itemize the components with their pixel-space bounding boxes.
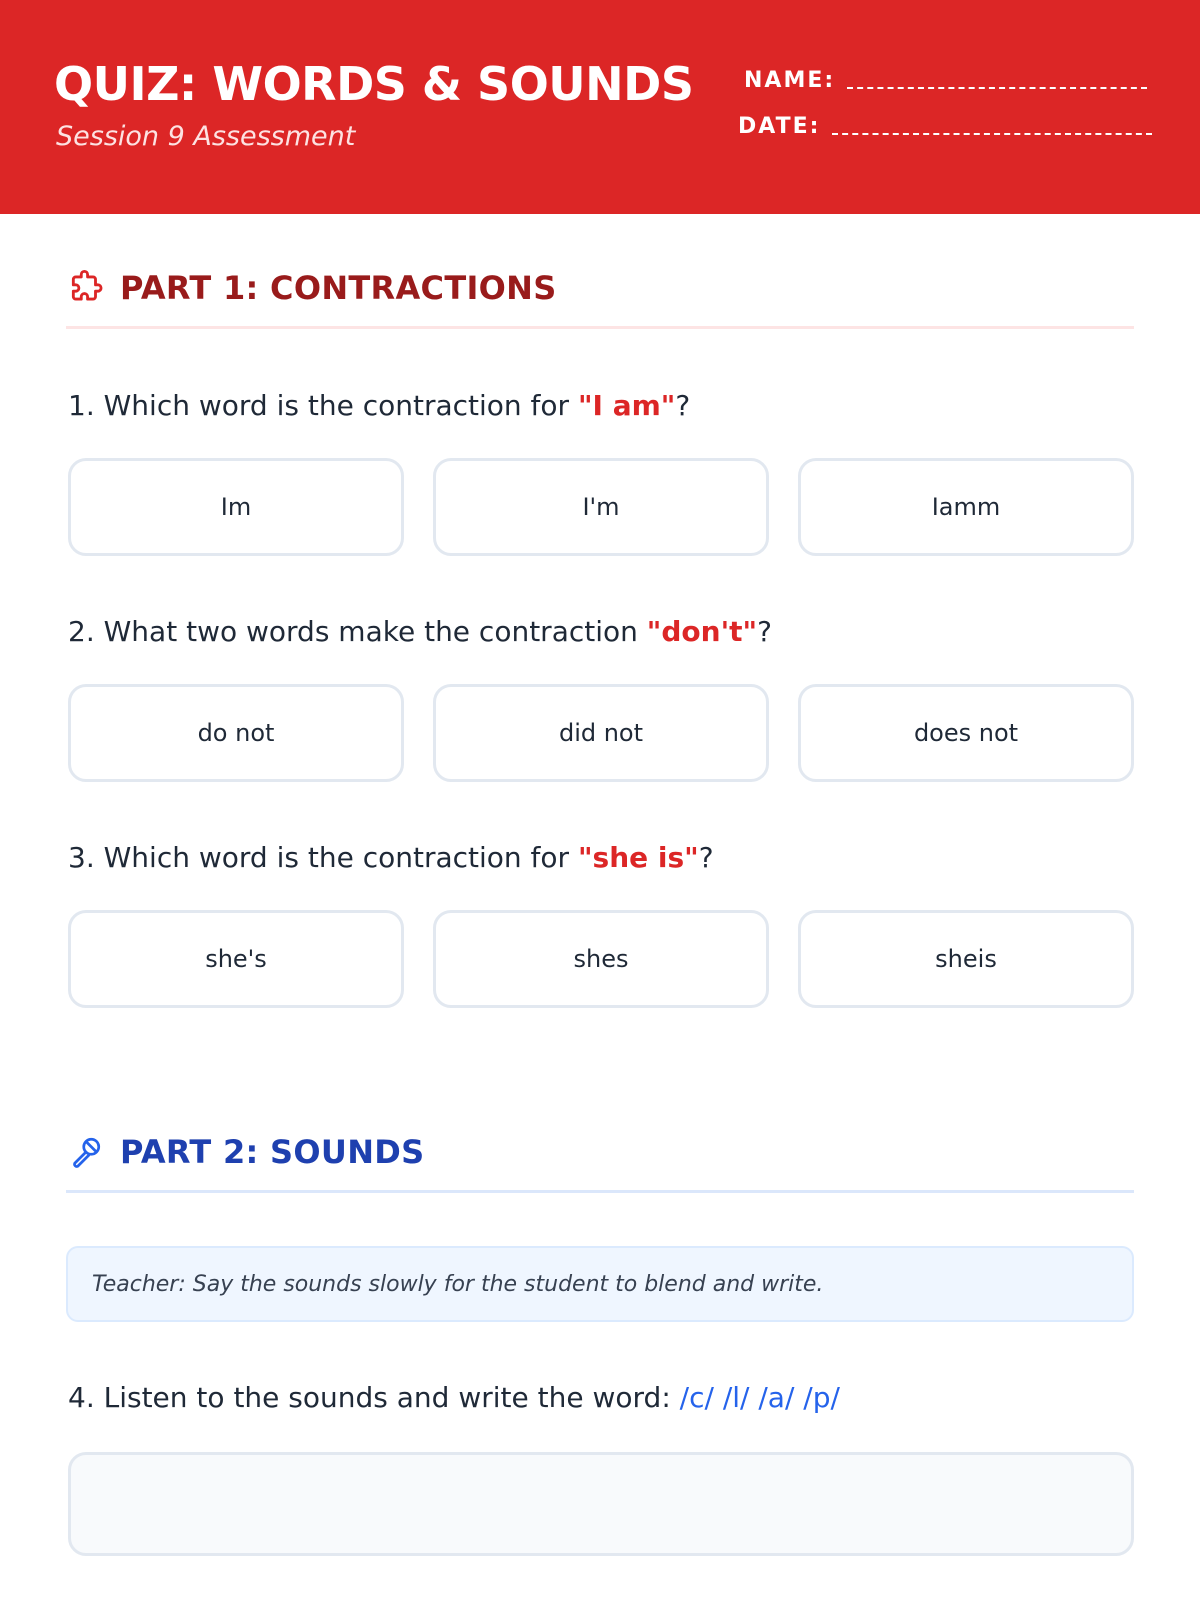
quiz-title: QUIZ: WORDS & SOUNDS <box>54 57 694 111</box>
question-3-options <box>68 910 1134 1008</box>
puzzle-icon <box>66 268 106 308</box>
part1-title: PART 1: CONTRACTIONS <box>120 269 557 307</box>
option-button[interactable]: do not <box>68 684 404 782</box>
option-button[interactable]: sheis <box>798 910 1134 1008</box>
question-4-sounds: /c/ /l/ /a/ /p/ <box>679 1381 840 1414</box>
option-button[interactable]: shes <box>433 910 769 1008</box>
question-2-highlight: "don't" <box>646 615 758 648</box>
date-blank-line[interactable] <box>832 131 1152 135</box>
option-button[interactable]: did not <box>433 684 769 782</box>
question-1 <box>68 388 690 424</box>
part2-title: PART 2: SOUNDS <box>120 1133 425 1171</box>
answer-input-box[interactable] <box>68 1452 1134 1556</box>
name-field[interactable] <box>744 68 1147 93</box>
question-3-text: 3. Which word is the contraction for <box>68 841 578 874</box>
option-button[interactable]: I'm <box>433 458 769 556</box>
part1-header <box>66 268 1134 329</box>
question-3-suffix: ? <box>698 841 714 874</box>
question-2-text: 2. What two words make the contraction <box>68 615 647 648</box>
question-1-suffix: ? <box>675 389 691 422</box>
question-4-text: 4. Listen to the sounds and write the word: <box>68 1381 680 1414</box>
question-3-highlight: "she is" <box>577 841 699 874</box>
name-blank-line[interactable] <box>847 85 1147 89</box>
quiz-header <box>0 0 1200 214</box>
date-label: DATE: <box>738 114 821 139</box>
microphone-icon <box>66 1132 106 1172</box>
question-1-text: 1. Which word is the contraction for <box>68 389 578 422</box>
question-1-options <box>68 458 1134 556</box>
question-4 <box>68 1380 840 1416</box>
option-button[interactable]: Im <box>68 458 404 556</box>
part2-header <box>66 1132 1134 1193</box>
question-3 <box>68 840 714 876</box>
name-label: NAME: <box>744 68 836 93</box>
date-field[interactable] <box>738 114 1152 139</box>
question-1-highlight: "I am" <box>577 389 676 422</box>
teacher-note: Teacher: Say the sounds slowly for the student to blend and write. <box>66 1246 1134 1322</box>
question-2-options <box>68 684 1134 782</box>
option-button[interactable]: does not <box>798 684 1134 782</box>
quiz-subtitle: Session 9 Assessment <box>56 121 356 152</box>
question-2-suffix: ? <box>757 615 773 648</box>
option-button[interactable]: Iamm <box>798 458 1134 556</box>
option-button[interactable]: she's <box>68 910 404 1008</box>
question-2 <box>68 614 772 650</box>
